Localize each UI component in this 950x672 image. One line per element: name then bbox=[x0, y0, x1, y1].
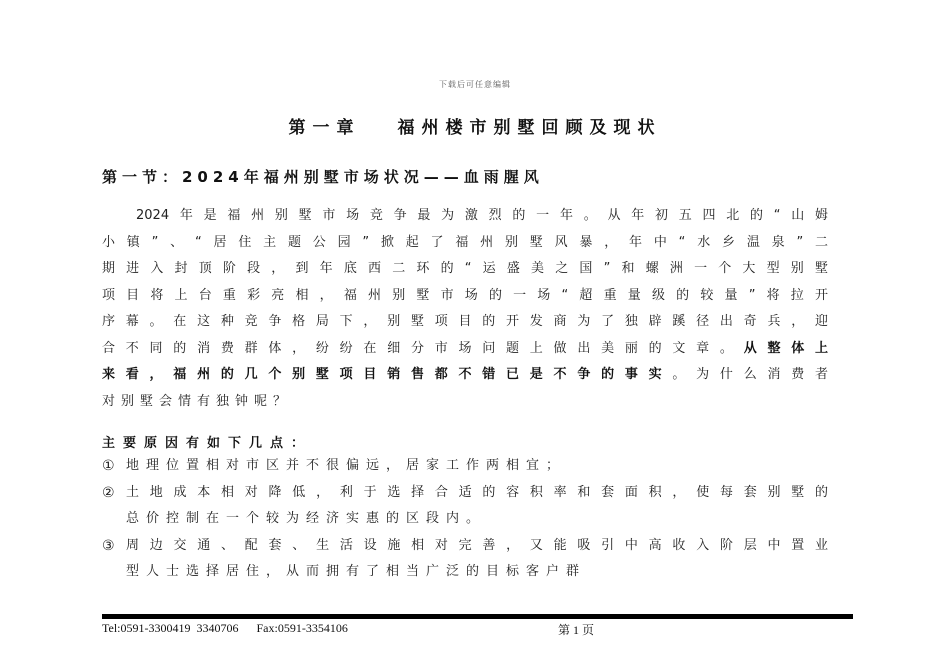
list-item-text: 土地成本相对降低，利于选择合适的容积率和套面积，使每套别墅的 bbox=[126, 484, 828, 500]
paragraph-line: 对别墅会情有独钟呢？ bbox=[102, 393, 293, 409]
list-item bbox=[102, 533, 828, 586]
paragraph-bold-text: 从整体上 bbox=[743, 340, 828, 356]
list-item-text: 总价控制在一个较为经济实惠的区段内。 bbox=[126, 511, 487, 526]
paragraph-body bbox=[102, 203, 828, 415]
chapter-title: 第一章 福州楼市别墅回顾及现状 bbox=[288, 118, 662, 138]
section-title: 第一节：2024年福州别墅市场状况——血雨腥风 bbox=[102, 168, 544, 186]
paragraph-line: 项目将上台重彩亮相，福州别墅市场的一场“超重量级的较量”将拉开 bbox=[102, 287, 828, 303]
paragraph-line-mixed bbox=[102, 336, 828, 363]
header-note: 下载后可任意编辑 bbox=[439, 80, 511, 89]
paragraph-line: 小镇”、“居住主题公园”掀起了福州别墅风暴，年中“水乡温泉”二 bbox=[102, 234, 828, 250]
paragraph-line: 2024年是福州别墅市场竞争最为激烈的一年。从年初五四北的“山姆 bbox=[136, 208, 828, 223]
reasons-heading: 主要原因有如下几点： bbox=[102, 436, 313, 451]
list-number: ② bbox=[102, 484, 115, 501]
list-item bbox=[102, 480, 828, 533]
list-item-text: 型人士选择居住，从而拥有了相当广泛的目标客户群 bbox=[126, 564, 587, 579]
paragraph-text: 。为什么消费者 bbox=[672, 367, 828, 382]
reasons-list bbox=[102, 453, 828, 586]
footer-rule bbox=[102, 614, 853, 619]
paragraph-line: 序幕。在这种竞争格局下，别墅项目的开发商为了独辟蹊径出奇兵，迎 bbox=[102, 314, 828, 329]
list-number: ① bbox=[102, 458, 115, 474]
paragraph-text: 合不同的消费群体，纷纷在细分市场问题上做出美丽的文章。 bbox=[102, 340, 744, 356]
list-item bbox=[102, 453, 828, 480]
list-number: ③ bbox=[102, 537, 115, 554]
paragraph-line: 期进入封顶阶段，到年底西二环的“运盛美之国”和螺洲一个大型别墅 bbox=[102, 261, 828, 276]
list-item-text: 地理位置相对市区并不很偏远，居家工作两相宜； bbox=[126, 458, 567, 473]
paragraph-line-mixed bbox=[102, 362, 828, 389]
page-number: 第 1 页 bbox=[558, 623, 595, 637]
list-item-text: 周边交通、配套、生活设施相对完善，又能吸引中高收入阶层中置业 bbox=[126, 537, 828, 553]
footer-contact: Tel:0591-3300419 3340706 Fax:0591-3354106 bbox=[102, 621, 348, 635]
paragraph-bold-text: 来看，福州的几个别墅项目销售都不错已是不争的事实 bbox=[102, 367, 673, 382]
